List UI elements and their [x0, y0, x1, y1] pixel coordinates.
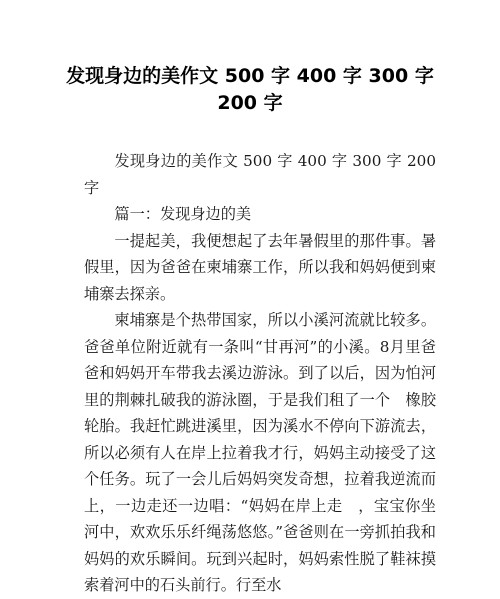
paragraph-subtitle: 发现身边的美作文 500 字 400 字 300 字 200 字 — [84, 152, 436, 197]
paragraph: 柬埔寨是个热带国家，所以小溪河流就比较多。爸爸单位附近就有一条叫“甘再河”的小溪。8月里爸爸和妈妈开车带我去溪边游泳。到了以后，因为怕河里的荆棘扎破我的游泳圈，于是我们租了一个 橡胶轮胎。我赶忙跳进溪里，因为溪水不停向下游流去，所以必须有人在岸上拉着我才行，妈妈主动接受了这个任务。玩了一会儿后妈妈突发奇想，拉着我逆流而上，一边走还一边唱：“妈妈在岸上走 ，宝宝你坐河中，欢欢乐乐纤绳荡悠悠。”爸爸则在一旁抓拍我和妈妈的欢乐瞬间。玩到兴起时，妈妈索性脱了鞋袜摸索着河中的石头前行。行至水 — [84, 311, 436, 594]
paragraph-section-heading: 篇一：发现身边的美 — [114, 205, 252, 223]
document-title: 发现身边的美作文 500 字 400 字 300 字 200 字 — [66, 65, 434, 114]
document-body — [84, 148, 436, 599]
paragraph: 一提起美，我便想起了去年暑假里的那件事。暑假里，因为爸爸在柬埔寨工作，所以我和妈妈便到柬埔寨去探亲。 — [84, 231, 436, 303]
